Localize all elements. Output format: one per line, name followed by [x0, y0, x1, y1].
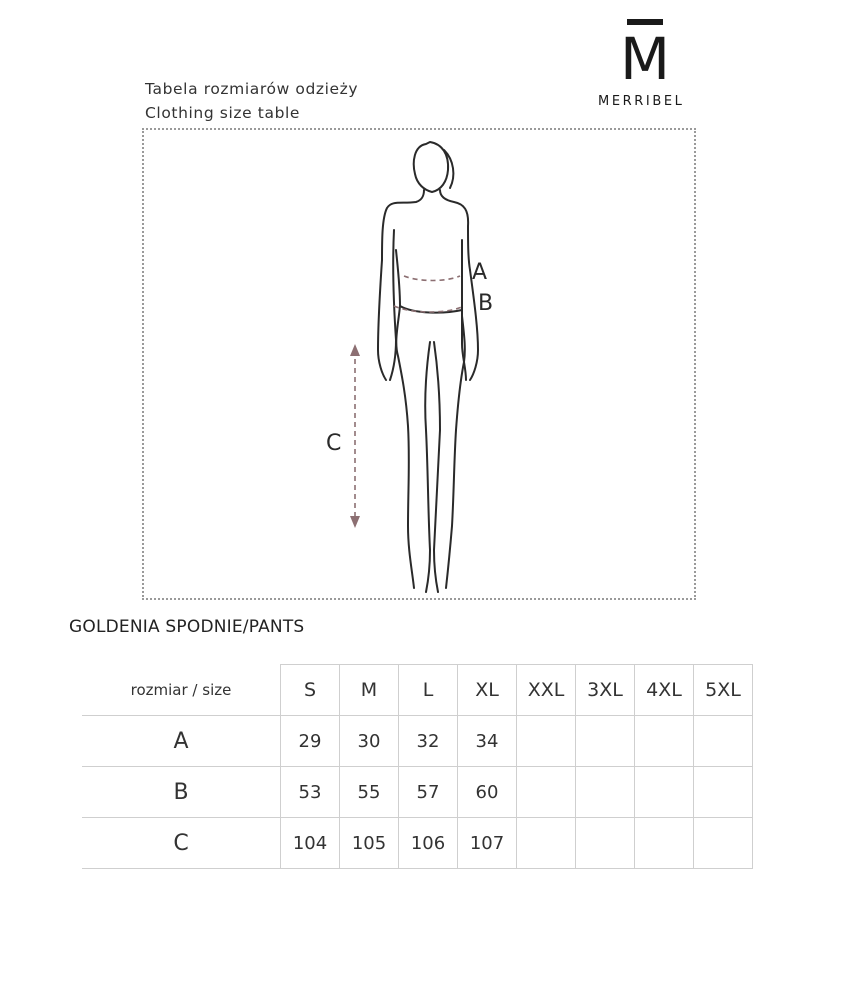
table-cell: 30	[340, 716, 399, 767]
table-row	[82, 716, 753, 767]
waist-measure-line-a	[404, 276, 460, 281]
figure-label-b: B	[478, 291, 494, 316]
table-cell	[517, 716, 576, 767]
arrow-up-icon	[350, 344, 360, 356]
table-cell: 32	[399, 716, 458, 767]
table-cell	[694, 767, 753, 818]
size-col-l: L	[399, 665, 458, 716]
table-cell: 29	[281, 716, 340, 767]
figure-label-c: C	[326, 431, 342, 456]
table-cell	[576, 818, 635, 869]
size-table-title-en: Clothing size table	[145, 104, 301, 122]
body-silhouette-illustration	[144, 130, 694, 598]
table-cell	[517, 818, 576, 869]
size-col-3xl: 3XL	[576, 665, 635, 716]
size-col-s: S	[281, 665, 340, 716]
table-cell: 106	[399, 818, 458, 869]
size-col-m: M	[340, 665, 399, 716]
size-col-xl: XL	[458, 665, 517, 716]
silhouette-outline	[378, 142, 478, 592]
logo-wordmark: MERRIBEL	[598, 94, 685, 109]
row-label-b: B	[82, 767, 281, 818]
size-table-header-row	[82, 665, 753, 716]
size-col-xxl: XXL	[517, 665, 576, 716]
table-cell: 60	[458, 767, 517, 818]
logo-letter: M	[619, 25, 671, 93]
table-cell	[576, 767, 635, 818]
arrow-down-icon	[350, 516, 360, 528]
table-cell	[694, 716, 753, 767]
size-header-label: rozmiar / size	[82, 665, 281, 716]
table-cell	[635, 767, 694, 818]
size-col-4xl: 4XL	[635, 665, 694, 716]
measurement-figure-frame	[142, 128, 696, 600]
size-table	[82, 664, 753, 869]
table-cell: 57	[399, 767, 458, 818]
table-cell: 34	[458, 716, 517, 767]
table-cell: 105	[340, 818, 399, 869]
table-cell	[635, 818, 694, 869]
table-cell: 53	[281, 767, 340, 818]
table-cell	[635, 716, 694, 767]
row-label-a: A	[82, 716, 281, 767]
merribel-logo	[598, 16, 704, 112]
table-cell	[517, 767, 576, 818]
table-row	[82, 767, 753, 818]
table-cell: 107	[458, 818, 517, 869]
product-title: GOLDENIA SPODNIE/PANTS	[69, 617, 305, 637]
size-table-title-pl: Tabela rozmiarów odzieży	[145, 80, 359, 98]
row-label-c: C	[82, 818, 281, 869]
table-row	[82, 818, 753, 869]
table-cell	[576, 716, 635, 767]
size-col-5xl: 5XL	[694, 665, 753, 716]
table-cell	[694, 818, 753, 869]
table-cell: 55	[340, 767, 399, 818]
table-cell: 104	[281, 818, 340, 869]
figure-label-a: A	[472, 260, 488, 285]
